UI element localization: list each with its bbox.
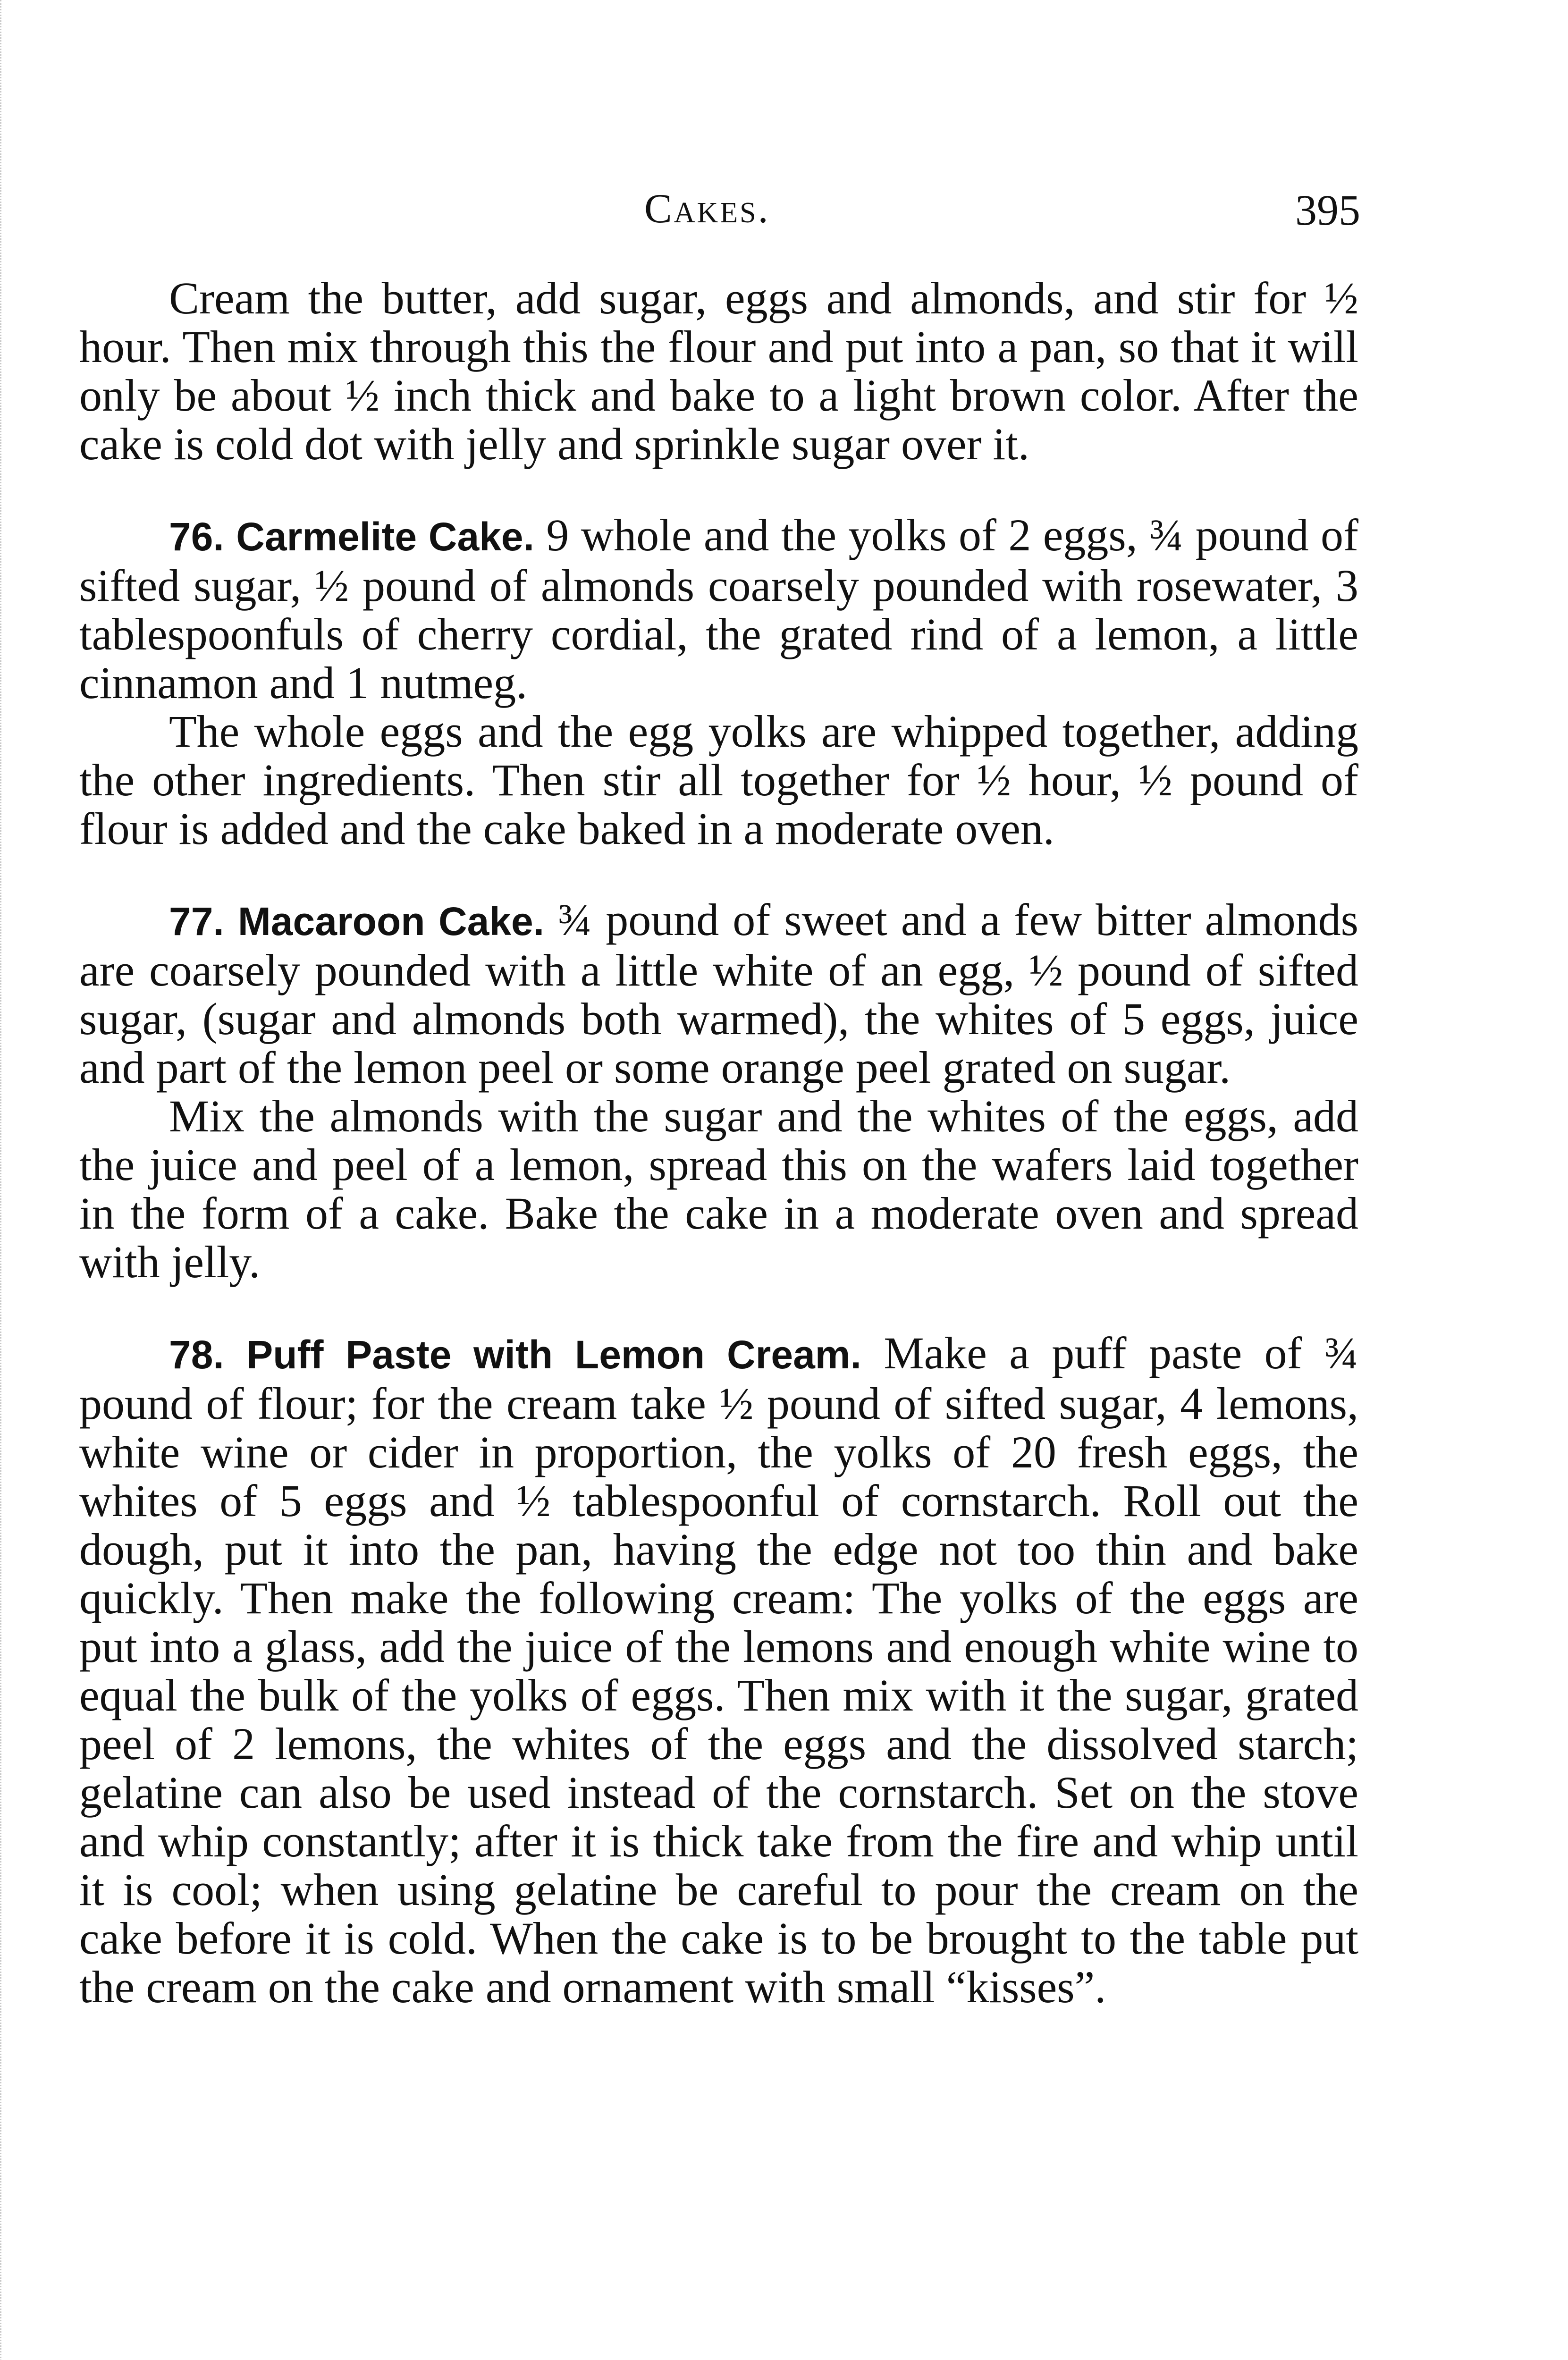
intro-paragraph: Cream the butter, add sugar, eggs and almonds, and stir for ½ hour. Then mix through this the flour and put into a pan, so that it will only be about ½ inch thick and bake to a light brown color. After the cake is cold dot with jelly and sprinkle sugar over it.	[79, 273, 1358, 469]
recipe-77-paragraph-2: Mix the almonds with the sugar and the whites of the eggs, add the juice and peel of a lemon, spread this on the wafers laid together in the form of a cake. Bake the cake in a moderate oven and spread with jelly.	[79, 1091, 1358, 1287]
recipe-text: Make a puff paste of ¾ pound of flour; for the cream take ½ pound of sifted sugar, 4 lemons, white wine or cider in proportion, the yolks of 20 fresh eggs, the whites of 5 eggs and ½ tablespoonful of cornstarch. Roll out the dough, put it into the pan, having the edge not too thin and bake quickly. Then make the following cream: The yolks of the eggs are put into a glass, add the juice of the lemons and enough white wine to equal the bulk of the yolks of eggs. Then mix with it the sugar, grated peel of 2 lemons, the whites of the eggs and the dissolved starch; gelatine can also be used instead of the cornstarch. Set on the stove and whip constantly; after it is thick take from the fire and whip until it is cool; when using gelatine be careful to pour the cream on the cake before it is cold. When the cake is to be brought to the table put the cream on the cake and ornament with small “kisses”.	[79, 1328, 1359, 2012]
scan-edge-dots	[0, 0, 6, 2360]
recipe-78-paragraph-1	[79, 1329, 1358, 2011]
recipe-number: 78.	[169, 1332, 224, 1377]
recipe-77-paragraph-1	[79, 895, 1358, 1092]
recipe-title: Puff Paste with Lemon Cream.	[246, 1332, 861, 1377]
page-header	[0, 185, 1568, 237]
recipe-title: Macaroon Cake.	[237, 899, 545, 944]
recipe-text: 9 whole and the yolks of 2 eggs, ¾ pound of sifted sugar, ½ pound of almonds coarsely pounded with rosewater, 3 tablespoonfuls of cherry cordial, the grated rind of a lemon, a little cinnamon and 1 nutmeg.	[79, 510, 1359, 708]
recipe-text: ¾ pound of sweet and a few bitter almonds are coarsely pounded with a little white of an egg, ½ pound of sifted sugar, (sugar and almonds both warmed), the whites of 5 eggs, juice and part of the lemon peel or some orange peel grated on sugar.	[79, 894, 1359, 1093]
page-number: 395	[1295, 186, 1360, 234]
recipe-76-paragraph-2: The whole eggs and the egg yolks are whipped together, adding the other ingredients. Then stir all together for ½ hour, ½ pound of flour is added and the cake baked in a moderate oven.	[79, 706, 1358, 854]
recipe-number: 76.	[169, 514, 224, 559]
recipe-title: Carmelite Cake.	[236, 514, 534, 559]
running-title: Cakes.	[644, 186, 770, 232]
page-body	[79, 274, 1358, 2011]
recipe-number: 77.	[169, 899, 224, 944]
recipe-76-paragraph-1	[79, 511, 1358, 707]
